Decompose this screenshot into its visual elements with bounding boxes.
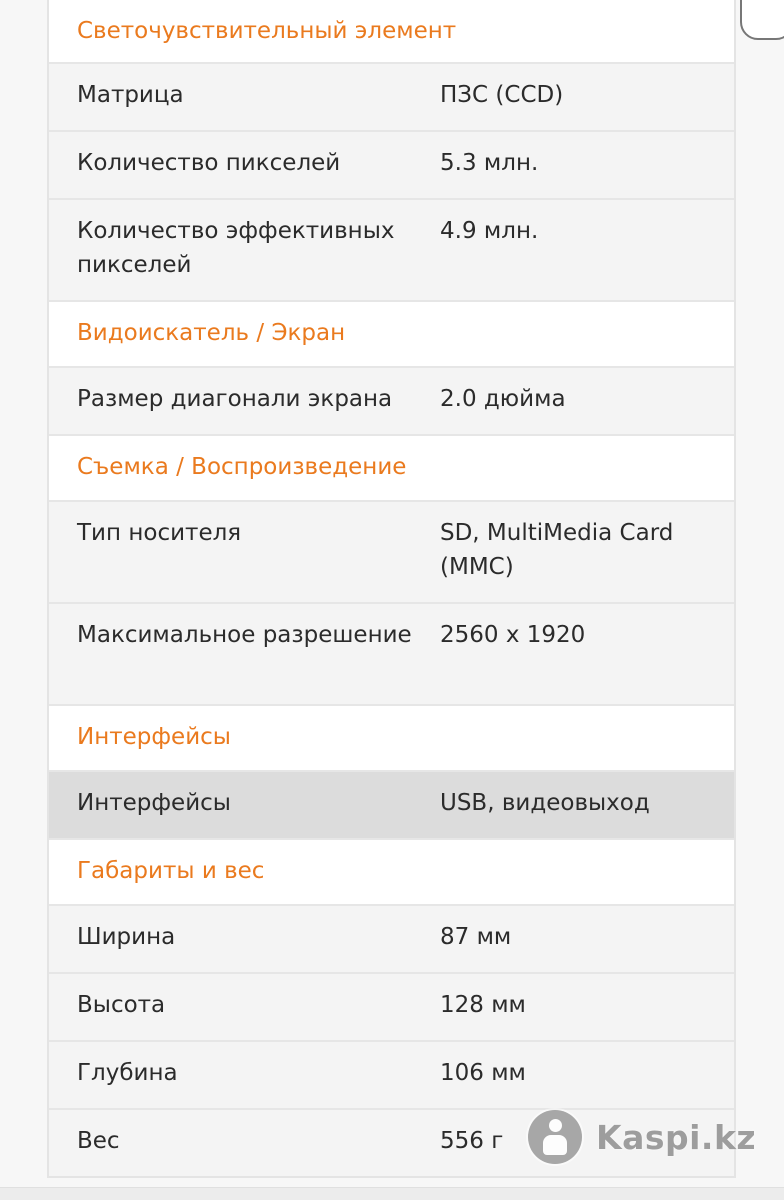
section-header (49, 0, 734, 62)
section-title: Интерфейсы (77, 724, 231, 750)
kaspi-watermark (528, 1108, 756, 1166)
spec-name: Тип носителя (77, 520, 242, 546)
spec-value: 128 мм (440, 992, 526, 1018)
spec-row (49, 62, 734, 130)
spec-row (49, 500, 734, 602)
spec-value: 87 мм (440, 924, 512, 950)
spec-name: Вес (77, 1128, 120, 1154)
spec-row (49, 130, 734, 198)
section-header (49, 838, 734, 904)
section-title: Светочувствительный элемент (77, 18, 457, 44)
spec-name: Матрица (77, 82, 184, 108)
section-header (49, 300, 734, 366)
spec-value: 2560 x 1920 (440, 622, 586, 648)
spec-row (49, 1040, 734, 1108)
spec-row (49, 602, 734, 704)
section-title: Габариты и вес (77, 858, 265, 884)
specs-table (47, 0, 736, 1178)
spec-value: 2.0 дюйма (440, 386, 566, 412)
watermark-text: Kaspi.kz (596, 1117, 757, 1157)
spec-row (49, 904, 734, 972)
spec-value: 106 мм (440, 1060, 526, 1086)
spec-name: Глубина (77, 1060, 178, 1086)
spec-value: ПЗС (CCD) (440, 82, 564, 108)
spec-row (49, 972, 734, 1040)
side-tab-handle[interactable] (740, 0, 784, 40)
spec-name: Интерфейсы (77, 790, 231, 816)
section-title: Видоискатель / Экран (77, 320, 346, 346)
spec-value: 556 г (440, 1128, 504, 1154)
spec-name: Размер диагонали экрана (77, 386, 393, 412)
bottom-bar (0, 1187, 784, 1200)
spec-name: Высота (77, 992, 166, 1018)
spec-row (49, 198, 734, 300)
section-header (49, 434, 734, 500)
spec-name: Максимальное разрешение (77, 622, 412, 648)
kaspi-logo-icon (528, 1110, 582, 1164)
spec-value: SD, MultiMedia Card (MMC) (440, 520, 674, 580)
spec-value: 5.3 млн. (440, 150, 539, 176)
spec-value: USB, видеовыход (440, 790, 650, 816)
section-title: Съемка / Воспроизведение (77, 454, 407, 480)
section-header (49, 704, 734, 770)
spec-name: Количество пикселей (77, 150, 341, 176)
spec-value: 4.9 млн. (440, 218, 539, 244)
spec-name: Ширина (77, 924, 176, 950)
spec-row-highlighted[interactable] (49, 770, 734, 838)
spec-row (49, 366, 734, 434)
spec-name: Количество эффективных пикселей (77, 218, 395, 278)
